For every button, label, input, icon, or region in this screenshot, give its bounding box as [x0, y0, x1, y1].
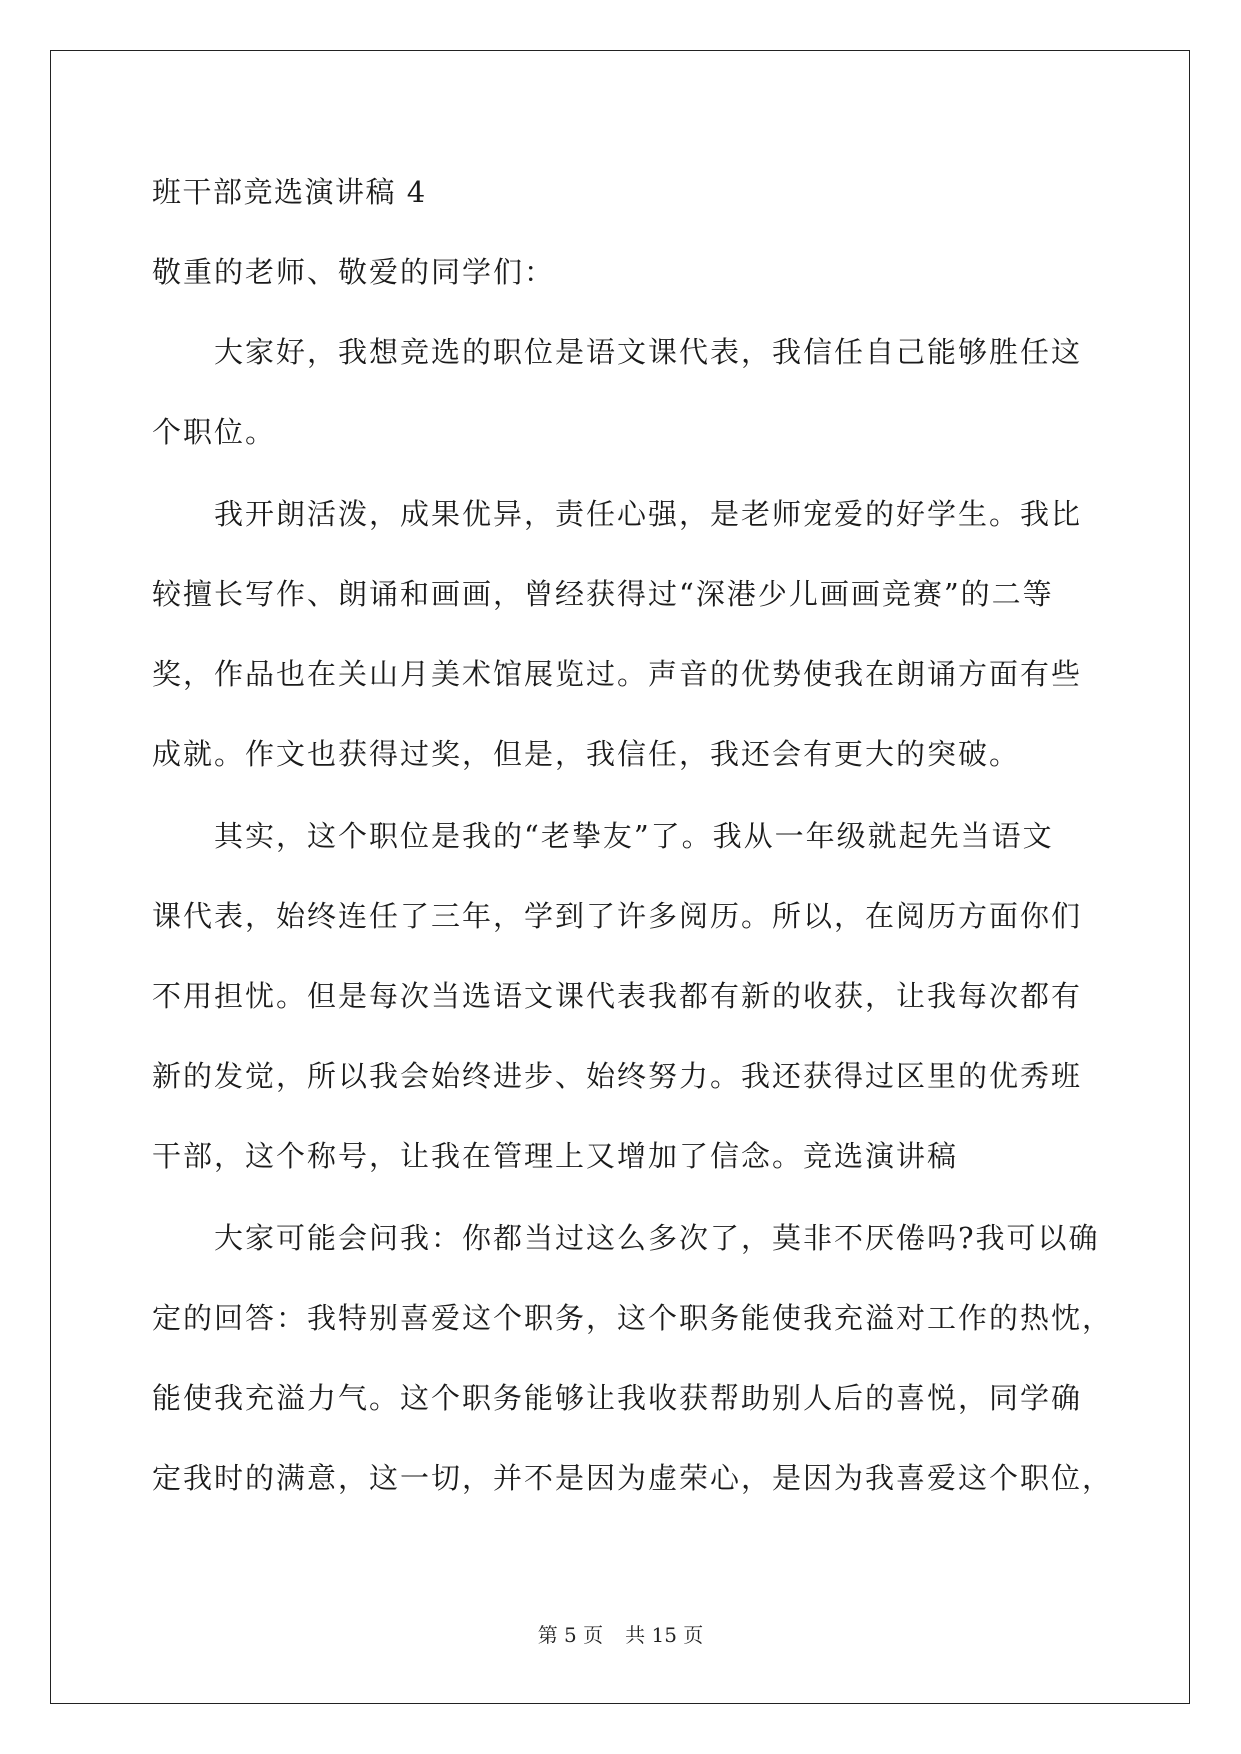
document-title: 班干部竞选演讲稿 4	[152, 175, 427, 209]
body-line: 奖，作品也在关山月美术馆展览过。声音的优势使我在朗诵方面有些	[152, 657, 1083, 691]
body-line: 其实，这个职位是我的“老挚友”了。我从一年级就起先当语文	[214, 819, 1054, 853]
body-line: 较擅长写作、朗诵和画画，曾经获得过“深港少儿画画竞赛”的二等	[152, 577, 1054, 611]
body-line: 课代表，始终连任了三年，学到了许多阅历。所以，在阅历方面你们	[152, 899, 1083, 933]
body-line: 干部，这个称号，让我在管理上又增加了信念。竞选演讲稿	[152, 1139, 959, 1173]
body-line: 个职位。	[152, 415, 277, 449]
body-line: 大家好，我想竞选的职位是语文课代表，我信任自己能够胜任这	[214, 335, 1083, 369]
body-line: 定我时的满意，这一切，并不是因为虚荣心，是因为我喜爱这个职位，	[152, 1461, 1114, 1495]
body-line: 定的回答：我特别喜爱这个职务，这个职务能使我充溢对工作的热忱，	[152, 1301, 1114, 1335]
body-line: 成就。作文也获得过奖，但是，我信任，我还会有更大的突破。	[152, 737, 1021, 771]
body-line: 我开朗活泼，成果优异，责任心强，是老师宠爱的好学生。我比	[214, 497, 1083, 531]
page-number: 第 5 页	[537, 1623, 604, 1647]
body-line: 大家可能会问我：你都当过这么多次了，莫非不厌倦吗?我可以确	[214, 1221, 1100, 1255]
body-line: 新的发觉，所以我会始终进步、始终努力。我还获得过区里的优秀班	[152, 1059, 1083, 1093]
body-line: 不用担忧。但是每次当选语文课代表我都有新的收获，让我每次都有	[152, 979, 1083, 1013]
page-footer	[0, 1622, 1241, 1648]
body-line: 能使我充溢力气。这个职务能够让我收获帮助别人后的喜悦，同学确	[152, 1381, 1083, 1415]
page-border	[50, 50, 1190, 1704]
page-total: 共 15 页	[625, 1623, 704, 1647]
salutation-line: 敬重的老师、敬爱的同学们：	[152, 255, 556, 289]
